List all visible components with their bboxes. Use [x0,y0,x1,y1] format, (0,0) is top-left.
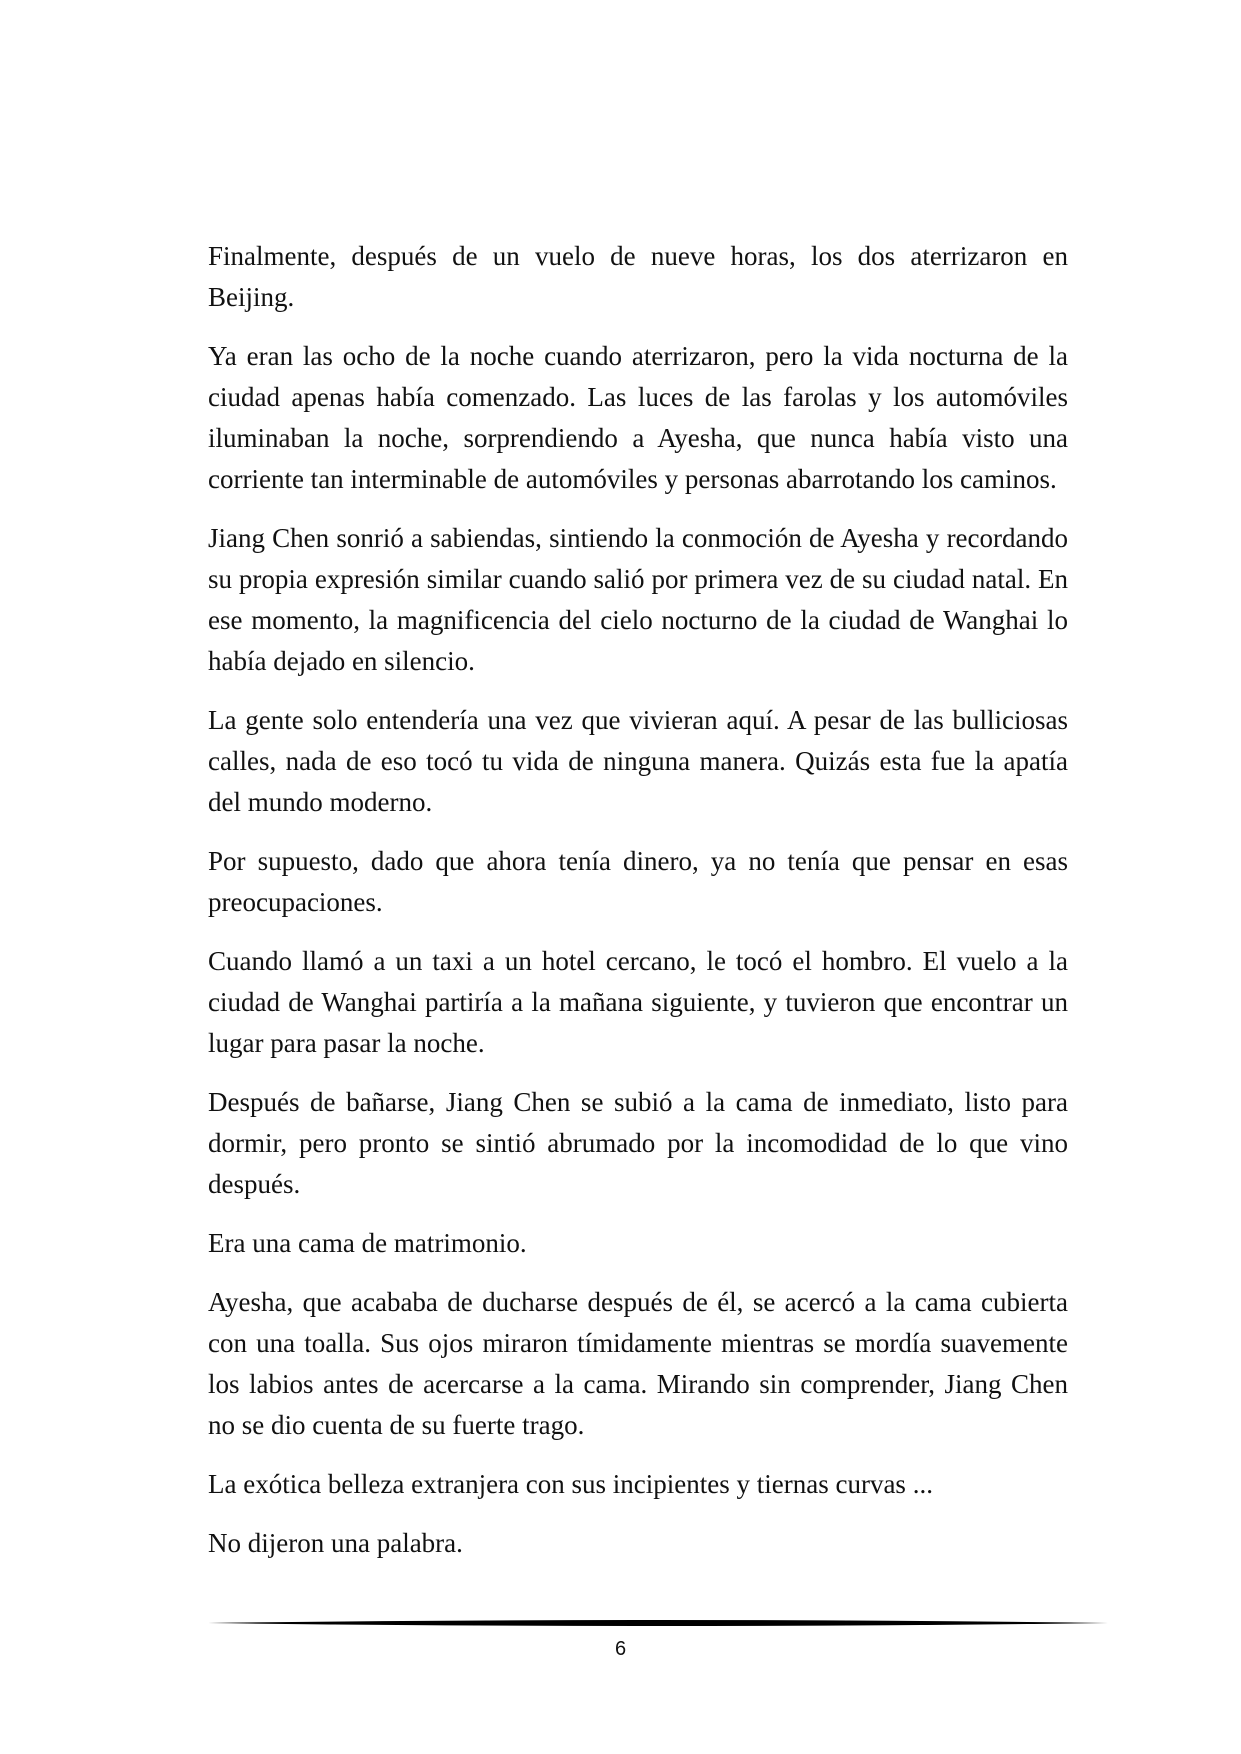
paragraph: La exótica belleza extranjera con sus incipientes y tiernas curvas ... [208,1469,933,1499]
page-number: 6 [614,1638,627,1660]
paragraph: Ya eran las ocho de la noche cuando aterrizaron, pero la vida nocturna de la ciudad apenas había comenzado. Las luces de las farolas y los automóviles iluminaban la noche, sorprendiendo a Ayesha, que nunca había visto una corriente tan interminable de automóviles y personas abarrotando los caminos. [208,341,1068,494]
paragraph: Cuando llamó a un taxi a un hotel cercano, le tocó el hombro. El vuelo a la ciudad de Wanghai partiría a la mañana siguiente, y tuvieron que encontrar un lugar para pasar la noche. [208,946,1068,1058]
paragraph: No dijeron una palabra. [208,1528,463,1558]
paragraph: Por supuesto, dado que ahora tenía dinero, ya no tenía que pensar en esas preocupaciones. [208,846,1068,917]
page-body [208,236,1068,1582]
footer-divider [208,1618,1108,1628]
paragraph: Era una cama de matrimonio. [208,1228,527,1258]
paragraph: Finalmente, después de un vuelo de nueve horas, los dos aterrizaron en Beijing. [208,241,1068,312]
paragraph: Ayesha, que acababa de ducharse después de él, se acercó a la cama cubierta con una toalla. Sus ojos miraron tímidamente mientras se mordía suavemente los labios antes de acercarse a la cama. Mirando sin comprender, Jiang Chen no se dio cuenta de su fuerte trago. [208,1287,1068,1440]
paragraph: Jiang Chen sonrió a sabiendas, sintiendo la conmoción de Ayesha y recordando su propia expresión similar cuando salió por primera vez de su ciudad natal. En ese momento, la magnificencia del cielo nocturno de la ciudad de Wanghai lo había dejado en silencio. [208,523,1068,676]
footer-divider-stroke [208,1620,1108,1626]
paragraph: La gente solo entendería una vez que vivieran aquí. A pesar de las bulliciosas calles, nada de eso tocó tu vida de ninguna manera. Quizás esta fue la apatía del mundo moderno. [208,705,1068,817]
paragraph: Después de bañarse, Jiang Chen se subió a la cama de inmediato, listo para dormir, pero pronto se sintió abrumado por la incomodidad de lo que vino después. [208,1087,1068,1199]
